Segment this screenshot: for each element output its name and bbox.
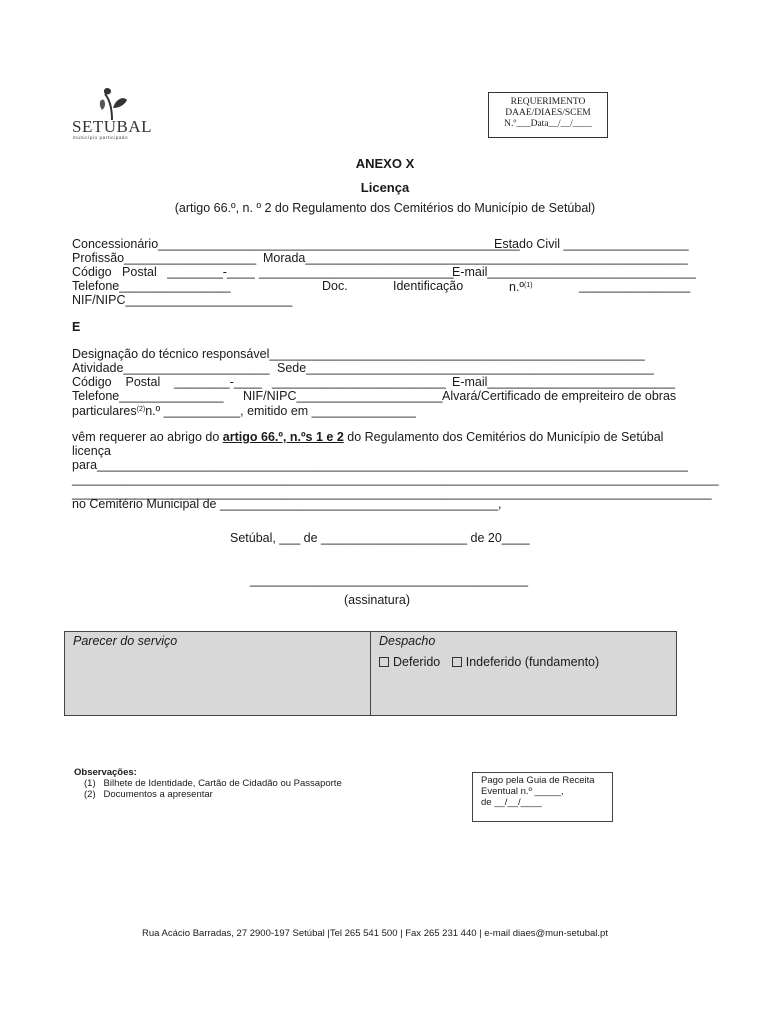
phone-field[interactable]: Telefone________________: [72, 279, 231, 293]
signature-label: (assinatura): [344, 593, 410, 607]
technician-postal-code-field[interactable]: Código Postal ________-____: [72, 375, 262, 389]
dispatch-title: Despacho: [379, 634, 436, 648]
license-number-field[interactable]: particulares$^{(2)}$n.º ___________, emitido em _______________: [72, 404, 416, 418]
observations: [74, 767, 342, 800]
applicant-name-field[interactable]: Concessionário____________________________________________________: [72, 237, 520, 251]
technician-email-field[interactable]: E-mail___________________________: [452, 375, 676, 389]
receipt-date-field[interactable]: de __/__/____: [481, 797, 542, 808]
id-number-field[interactable]: ________________: [579, 279, 691, 293]
service-opinion-cell: [65, 632, 370, 715]
footnote-1-ref: (1): [524, 282, 533, 289]
rejected-checkbox[interactable]: [452, 657, 462, 667]
technician-phone-field[interactable]: Telefone_______________: [72, 389, 224, 403]
cemetery-field[interactable]: no Cemitério Municipal de ________________________________________,: [72, 497, 502, 511]
technician-nif-field[interactable]: NIF/NIPC_____________________: [243, 389, 443, 403]
technician-name-field[interactable]: Designação do técnico responsável______________________________________________________: [72, 347, 645, 361]
technician-locality-field[interactable]: _________________________: [272, 375, 446, 389]
approved-label: Deferido: [393, 655, 441, 669]
observation-item: (1) Bilhete de Identidade, Cartão de Cidadão ou Passaporte: [84, 778, 342, 789]
purpose-field[interactable]: para_____________________________________________________________________________________: [72, 458, 688, 472]
postal-code-field[interactable]: Código Postal ________-____: [72, 265, 255, 279]
headquarters-field[interactable]: Sede__________________________________________________: [277, 361, 654, 375]
observations-title: Observações:: [74, 767, 137, 778]
payment-label: Pago pela Guia de Receita: [481, 775, 595, 786]
request-reference-box: [488, 92, 608, 138]
activity-field[interactable]: Atividade_____________________: [72, 361, 270, 375]
address-field[interactable]: Morada_______________________________________________________: [263, 251, 688, 265]
article-reference: artigo 66.º, n.ºs 1 e 2: [222, 430, 344, 444]
document-subtitle: (artigo 66.º, n. º 2 do Regulamento dos Cemitérios do Município de Setúbal): [174, 201, 596, 215]
approved-checkbox[interactable]: [379, 657, 389, 667]
logo-tagline: município participado: [73, 135, 129, 140]
profession-field[interactable]: Profissão___________________: [72, 251, 257, 265]
request-intro: vêm requerer ao abrigo do artigo 66.º, n.ºs 1 e 2 do Regulamento dos Cemitérios do Município de Setúbal: [72, 430, 664, 444]
receipt-number-field[interactable]: Eventual n.º _____,: [481, 786, 564, 797]
id-number-label: n.º$^{(1)}$: [509, 280, 533, 294]
payment-receipt-box: [472, 772, 613, 822]
signature-line[interactable]: ________________________________________: [250, 573, 529, 587]
request-number-date: N.º___Data__/__/____: [504, 119, 592, 129]
license-word: licença: [72, 444, 111, 458]
marital-status-field[interactable]: Estado Civil __________________: [494, 237, 689, 251]
observation-item: (2) Documentos a apresentar: [84, 789, 213, 800]
request-label: REQUERIMENTO: [510, 97, 586, 107]
service-decision-table: [64, 631, 677, 716]
footer-contact: Rua Acácio Barradas, 27 2900-197 Setúbal |Tel 265 541 500 | Fax 265 231 440 | e-mail diaes@mun-setubal.pt: [142, 928, 608, 939]
date-line[interactable]: Setúbal, ___ de _____________________ de 20____: [230, 531, 530, 545]
purpose-field-line-3[interactable]: ____________________________________________________________________________________________: [72, 486, 712, 500]
document-title: Licença: [360, 180, 410, 195]
annex-title: ANEXO X: [355, 156, 415, 171]
nif-field[interactable]: NIF/NIPC________________________: [72, 293, 293, 307]
email-field[interactable]: E-mail______________________________: [452, 265, 696, 279]
dispatch-cell: [370, 632, 676, 715]
rejected-label: Indeferido (fundamento): [465, 655, 600, 669]
purpose-field-line-2[interactable]: _____________________________________________________________________________________________: [72, 472, 719, 486]
service-opinion-title: Parecer do serviço: [73, 634, 178, 648]
locality-field[interactable]: ____________________________: [259, 265, 454, 279]
request-department: DAAE/DIAES/SCEM: [505, 108, 591, 118]
setubal-logo: [72, 86, 154, 142]
license-label: Alvará/Certificado de empreiteiro de obras: [442, 389, 677, 403]
identification-label: Identificação: [393, 279, 464, 293]
logo-name: SETUBAL: [72, 117, 152, 136]
section-separator: E: [72, 320, 81, 334]
footnote-2-ref: (2): [136, 406, 146, 413]
doc-label: Doc.: [322, 279, 348, 293]
